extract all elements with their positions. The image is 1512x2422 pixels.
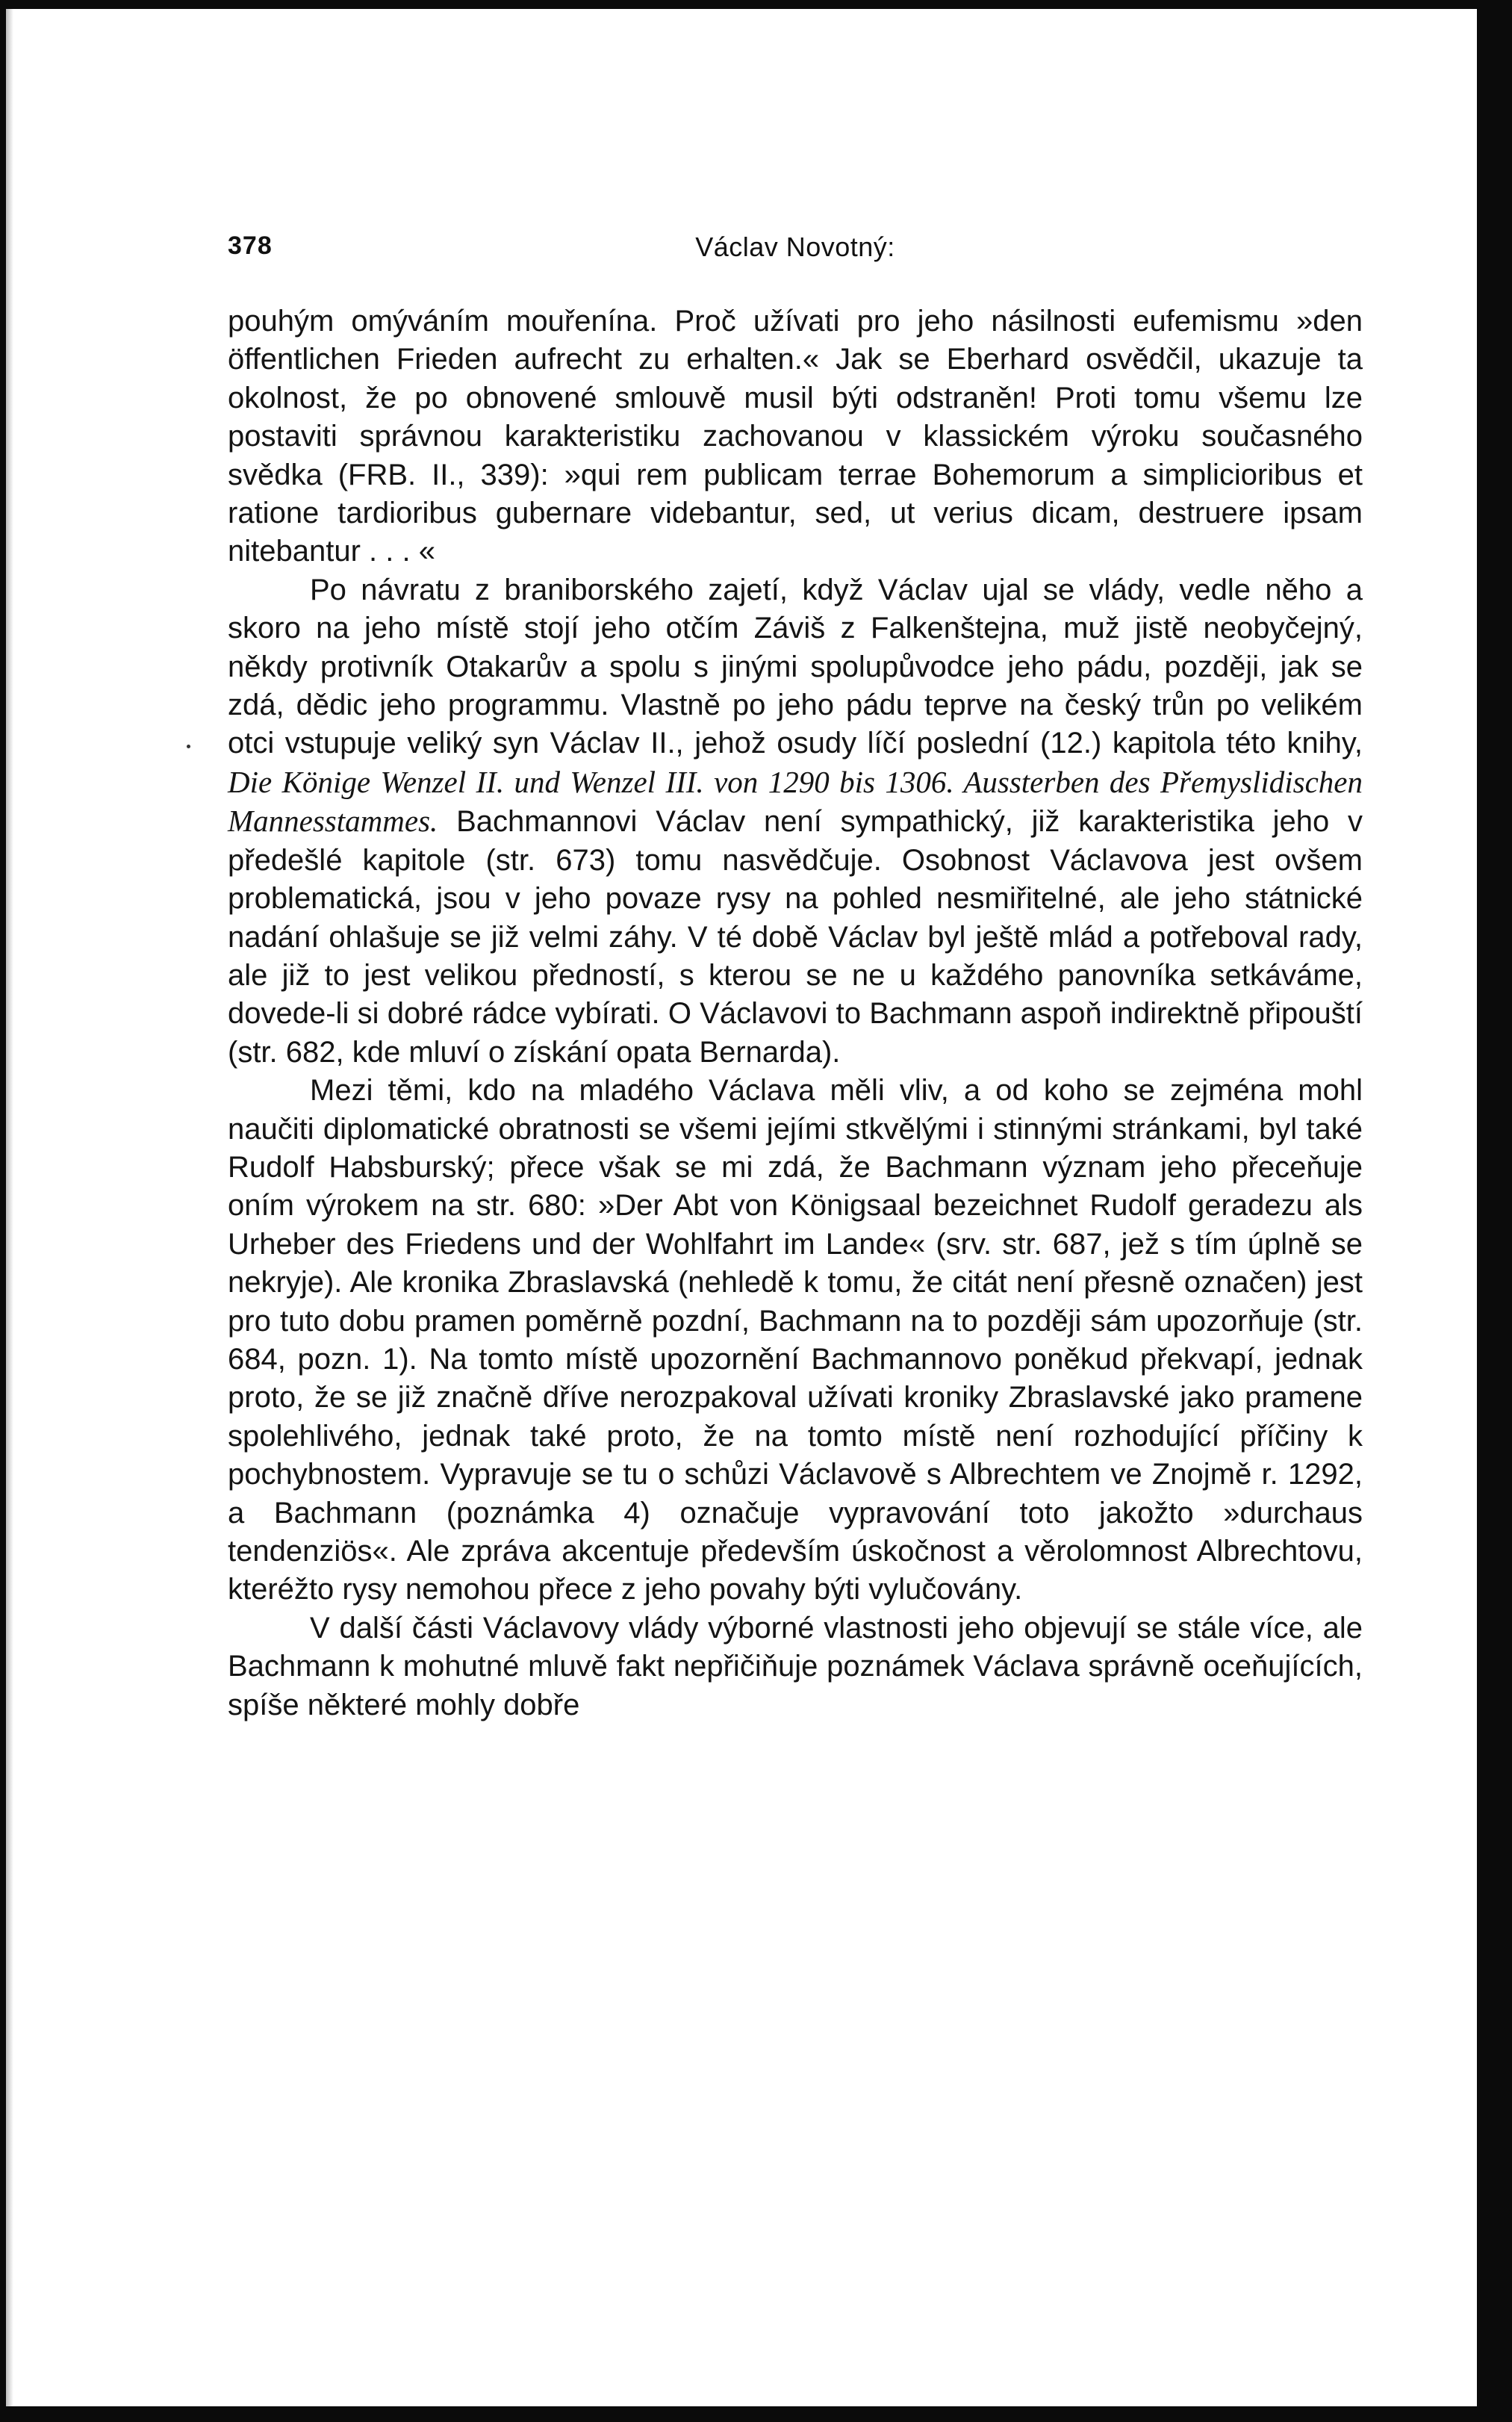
- paragraph-4: V další části Václavovy vlády výborné vlastnosti jeho objevují se stále více, ale Bachmann k mohutné mluvě fakt nepřičiňuje poznámek Václava správně oceňujících, spíše některé mohly dobře: [228, 1611, 1363, 1721]
- paragraph-3: Mezi těmi, kdo na mladého Václava měli vliv, a od koho se zejména mohl naučiti diplomatické obratnosti se všemi jejími stkvělými i stinnými stránkami, byl také Rudolf Habsburský; přece však se mi zdá, že Bachmann význam jeho přeceňuje oním výrokem na str. 680: »Der Abt von Königsaal bezeichnet Rudolf geradezu als Urheber des Friedens und der Wohlfahrt im Lande« (srv. str. 687, jež s tím úplně se nekryje). Ale kronika Zbraslavská (nehledě k tomu, že citát není přesně označen) jest pro tuto dobu pramen poměrně pozdní, Bachmann na to později sám upozorňuje (str. 684, pozn. 1). Na tomto místě upozornění Bachmannovo poněkud překvapí, jednak proto, že se již značně dříve nerozpakoval užívati kroniky Zbraslavské jako pramene spolehlivého, jednak také proto, že na tomto místě není rozhodující příčiny k pochybnostem. Vypravuje se tu o schůzi Václavově s Albrechtem ve Znojmě r. 1292, a Bachmann (poznámka 4) označuje vypravování toto jakožto »durchaus tendenziös«. Ale zpráva akcentuje především úskočnost a věrolomnost Albrechtovu, kteréžto rysy nemohou přece z jeho povahy býti vylučovány.: [228, 1074, 1363, 1606]
- page-edge-shadow: [6, 9, 13, 2406]
- page-header: [228, 232, 1363, 269]
- body-text: [228, 302, 1363, 1724]
- margin-dot: [187, 745, 190, 748]
- book-title-italic: Die Könige Wenzel II. und Wenzel III. von 1290 bis 1306. Aussterben des Přemyslidischen Mannesstammes.: [228, 764, 1363, 839]
- paragraph-2: [228, 571, 1363, 1072]
- book-page: [6, 9, 1477, 2406]
- paragraph-2-text-b: Bachmannovi Václav není sympathický, již karakteristika jeho v předešlé kapitole (str. 673) tomu nasvědčuje. Osobnost Václavova jest ovšem problematická, jsou v jeho povaze rysy na pohled nesmiřitelné, ale jeho státnické nadání ohlašuje se již velmi záhy. V té době Václav byl ještě mlád a potřeboval rady, ale již to jest velikou předností, s kterou se ne u každého panovníka setkáváme, dovede-li si dobré rádce vybírati. O Václavovi to Bachmann aspoň indirektně připouští (str. 682, kde mluví o získání opata Bernarda).: [228, 805, 1363, 1069]
- running-title: Václav Novotný:: [695, 232, 895, 262]
- paragraph-1: pouhým omýváním mouřenína. Proč užívati pro jeho násilnosti eufemismu »den öffentlichen Frieden aufrecht zu erhalten.« Jak se Eberhard osvědčil, ukazuje ta okolnost, že po obnovené smlouvě musil býti odstraněn! Proti tomu všemu lze postaviti správnou karakteristiku zachovanou v klassickém výroku současného svědka (FRB. II., 339): »qui rem publicam terrae Bohemorum a simplicioribus et ratione tardioribus gubernare videbantur, sed, ut verius dicam, destruere ipsam nitebantur . . . «: [228, 305, 1363, 568]
- paragraph-2-text-a: Po návratu z braniborského zajetí, když Václav ujal se vlády, vedle něho a skoro na jeho místě stojí jeho otčím Záviš z Falkenštejna, muž jistě neobyčejný, někdy protivník Otakarův a spolu s jinými spolupůvodce jeho pádu, později, jak se zdá, dědic jeho programmu. Vlastně po jeho pádu teprve na český trůn po velikém otci vstupuje veliký syn Václav II., jehož osudy líčí poslední (12.) kapitola této knihy,: [228, 573, 1363, 760]
- page-number: 378: [228, 232, 273, 260]
